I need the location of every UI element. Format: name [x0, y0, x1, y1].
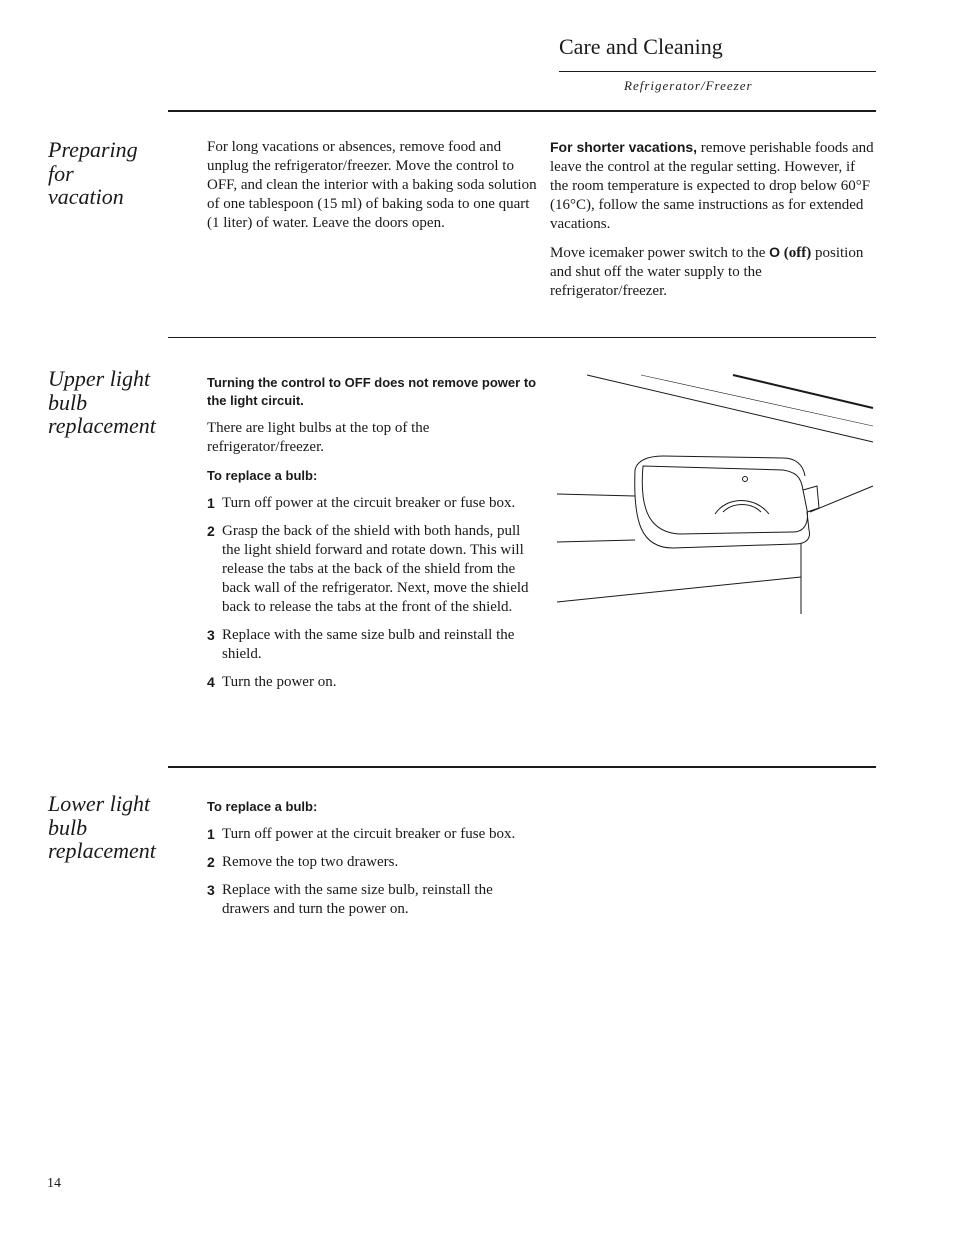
step-number: 3 — [207, 627, 215, 643]
section-title-line: replacement — [48, 838, 156, 863]
header-rule — [559, 71, 876, 72]
page-number: 14 — [47, 1176, 61, 1191]
vacation-long-text: For long vacations or absences, remove food and unplug the refrigerator/freezer. Move the control to OFF, and clean the interior with a baking soda solution of one tablespoon (15 ml) of baking soda to one quart (1 liter) of water. Leave the doors open. — [207, 139, 537, 231]
list-item — [207, 626, 537, 664]
upper-intro: There are light bulbs at the top of the refrigerator/freezer. — [207, 420, 430, 455]
step-text: Replace with the same size bulb, reinstall the drawers and turn the power on. — [222, 882, 493, 917]
list-item — [207, 881, 537, 919]
step-number: 4 — [207, 674, 215, 690]
step-number: 3 — [207, 882, 215, 898]
icemaker-pre: Move icemaker power switch to the — [550, 245, 770, 261]
shield-outline — [635, 470, 810, 548]
list-item — [207, 522, 537, 617]
step-text: Turn off power at the circuit breaker or fuse box. — [222, 495, 516, 511]
step-text: Turn the power on. — [222, 674, 337, 690]
section-title-line: bulb — [48, 814, 88, 840]
section-divider-upper — [168, 337, 876, 338]
upper-column — [207, 374, 537, 701]
page-subtitle: Refrigerator/Freezer — [624, 78, 753, 93]
light-shield-illustration — [555, 372, 877, 617]
upper-subhead: To replace a bulb: — [207, 468, 318, 483]
vacation-short-bold: For shorter vacations, — [550, 139, 698, 155]
icemaker-post: position and shut off the water supply to the refrigerator/freezer. — [550, 245, 864, 299]
vacation-short-text: remove perishable foods and leave the control at the regular setting. However, if the room temperature is expected to drop below 60°F (16°C), follow the same instructions as for extended vacations. — [550, 140, 874, 232]
wall-line — [557, 540, 635, 542]
step-text: Turn off power at the circuit breaker or fuse box. — [222, 826, 516, 842]
lower-column — [207, 797, 537, 928]
section-title-line: replacement — [48, 413, 156, 438]
step-number: 2 — [207, 523, 215, 539]
list-item — [207, 494, 537, 513]
section-divider-lower — [168, 766, 876, 768]
section-title-upper — [48, 367, 166, 438]
section-title-line: bulb — [48, 389, 88, 415]
section-title-line: for — [48, 160, 74, 186]
upper-steps — [207, 494, 537, 692]
shield-grip — [723, 505, 761, 513]
step-text: Replace with the same size bulb and reinstall the shield. — [222, 627, 515, 662]
lower-subhead: To replace a bulb: — [207, 799, 318, 814]
step-number: 1 — [207, 826, 215, 842]
lower-steps — [207, 825, 537, 919]
list-item — [207, 825, 537, 844]
step-text: Remove the top two drawers. — [222, 854, 399, 870]
icemaker-paragraph — [550, 243, 876, 301]
shield-screw — [743, 477, 748, 482]
section-title-line: Upper light — [48, 366, 151, 391]
icemaker-off-label: (off) — [780, 245, 812, 261]
section-title-vacation — [48, 138, 166, 209]
wall-line — [557, 577, 801, 602]
ceiling-line — [733, 375, 873, 408]
section-divider-vacation — [168, 110, 876, 112]
shield-tab — [803, 486, 819, 512]
vacation-short-paragraph — [550, 138, 876, 234]
section-title-lower — [48, 792, 166, 863]
ceiling-line — [587, 375, 873, 442]
vacation-right-column — [550, 138, 876, 310]
step-text: Grasp the back of the shield with both hands, pull the light shield forward and rotate down. This will release the tabs at the back of the shield from the back wall of the refrigerator. Next, move the shield back to release the tabs at the front of the shield. — [222, 523, 529, 615]
vacation-left-column — [207, 138, 537, 242]
section-title-line: vacation — [48, 184, 124, 209]
section-title-line: Lower light — [48, 791, 151, 816]
list-item — [207, 673, 537, 692]
list-item — [207, 853, 537, 872]
step-number: 2 — [207, 854, 215, 870]
shield-lens — [642, 466, 807, 534]
step-number: 1 — [207, 495, 215, 511]
section-title-line: Preparing — [48, 137, 138, 162]
upper-warning: Turning the control to OFF does not remove power to the light circuit. — [207, 375, 537, 408]
off-symbol: O — [769, 244, 780, 260]
page-title: Care and Cleaning — [559, 34, 723, 59]
wall-line — [557, 494, 635, 496]
